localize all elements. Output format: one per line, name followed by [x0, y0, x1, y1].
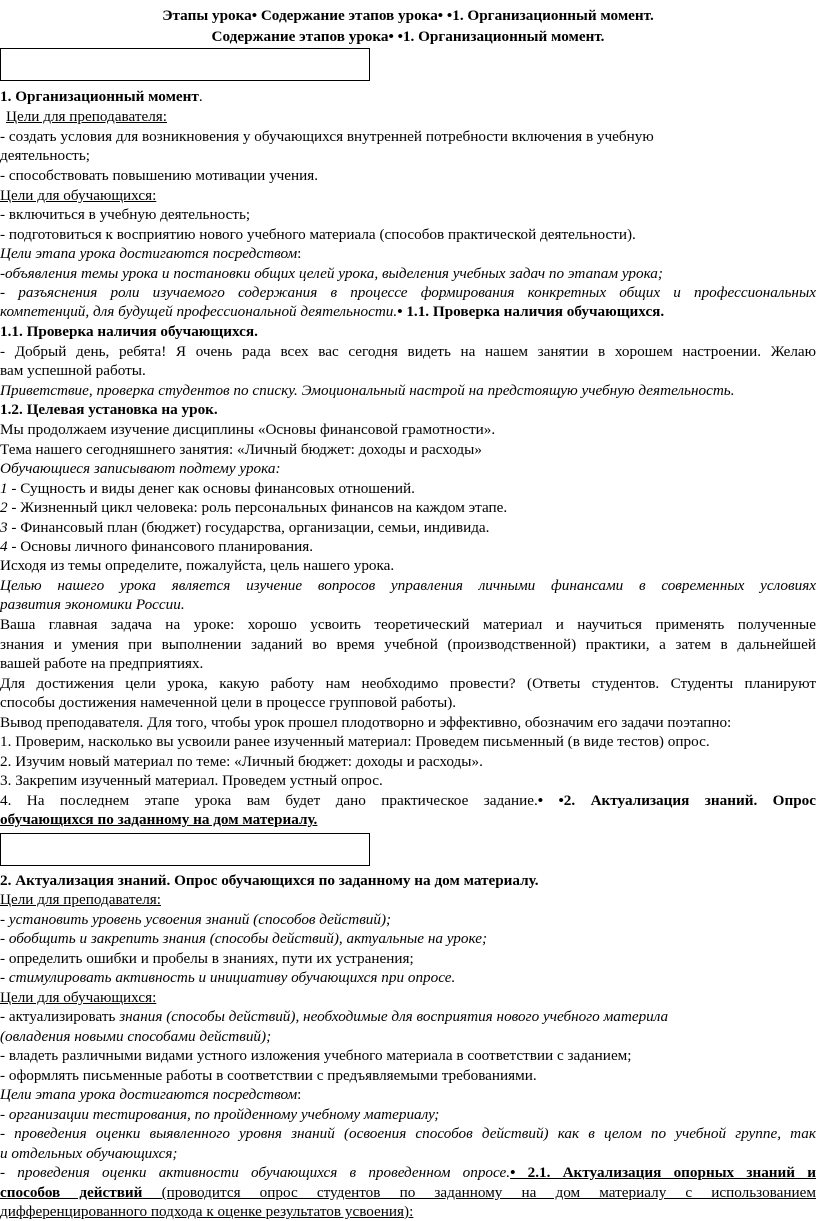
subtopic-item — [0, 498, 816, 517]
section1-means-2b-bold: • 1.1. Проверка наличия обучающихся. — [397, 303, 665, 320]
section1-teacher-goal-1a: - создать условия для возникновения у обучающихся внутренней потребности включения в учебную — [0, 128, 654, 145]
section1-2-step-4-bold: • •2. Актуализация знаний. Опрос — [537, 792, 816, 809]
section2-student-goal-1-italic: знания (способы действий), необходимые для восприятия нового учебного материла — [119, 1008, 669, 1025]
subtopic-item — [0, 518, 816, 537]
subtopic-text: Финансовый план (бюджет) государства, организации, семьи, индивида. — [16, 519, 490, 536]
section1-means-1: -объявления темы урока и постановки общих целей урока, выделения учебных задач по этапам урока; — [0, 265, 663, 282]
section2-means-heading: Цели этапа урока достигаются посредством — [0, 1086, 298, 1103]
section1-2-p3: Обучающиеся записывают подтему урока: — [0, 460, 281, 477]
section2-means-5: дифференцированного подхода к оценке результатов усвоения): — [0, 1203, 414, 1220]
section1-means-heading: Цели этапа урока достигаются посредством — [0, 245, 298, 262]
section1-1-note: Приветствие, проверка студентов по списку. Эмоциональный настрой на предстоящую учебную деятельность. — [0, 382, 735, 399]
section2-means-heading-line — [0, 1085, 816, 1104]
section1-2-task-a: Ваша главная задача на уроке: хорошо усвоить теоретический материал и научиться применять полученные — [0, 616, 816, 633]
section1-title-tail: . — [198, 88, 203, 105]
section1-2-task-c: вашей работе на предприятиях. — [0, 655, 204, 672]
subtopic-text: Основы личного финансового планирования. — [16, 538, 314, 555]
section1-2-q-b: способы достижения намеченной цели в процессе групповой работы). — [0, 694, 457, 711]
section2-teacher-goal-3: - определить ошибки и пробелы в знаниях, пути их устранения; — [0, 950, 414, 967]
section2-means-3-italic: - проведения оценки активности обучающихся в проведенном опросе. — [0, 1164, 511, 1181]
section1-means-colon: : — [297, 245, 302, 262]
subtopic-text: Жизненный цикл человека: роль персональных финансов на каждом этапе. — [16, 499, 508, 516]
section1-2-aim-a: Целью нашего урока является изучение вопросов управления личными финансами в современных условиях — [0, 577, 816, 594]
section2-teacher-goals-heading: Цели для преподавателя: — [0, 891, 161, 908]
section2-title: 2. Актуализация знаний. Опрос обучающихся по заданному на дом материалу. — [0, 872, 539, 889]
section1-student-goal-1: - включиться в учебную деятельность; — [0, 206, 251, 223]
subtopic-text: Сущность и виды денег как основы финансовых отношений. — [16, 480, 415, 497]
section1-2-task-b: знания и умения при выполнении заданий во время учебной (производственной) практики, а затем в дальнейшей — [0, 636, 816, 653]
section2-student-goal-1-line — [0, 1007, 816, 1026]
section2-teacher-goal-4: стимулировать активность и инициативу обучающихся при опросе. — [8, 969, 456, 986]
section2-teacher-goal: - установить уровень усвоения знаний (способов действий); — [0, 911, 392, 928]
subtopic-num: 3 - — [0, 519, 17, 536]
section1-2-step-4-bold-b: обучающихся по заданному на дом материалу. — [0, 811, 318, 828]
subtopic-num: 2 - — [0, 499, 17, 516]
section1-means-2a: - разъяснения роли изучаемого содержания в процессе формирования конкретных общих и профессиональных — [0, 284, 816, 301]
section1-teacher-goals-heading: Цели для преподавателя: — [6, 108, 167, 125]
section2-means-2a: - проведения оценки выявленного уровня знаний (освоения способов действий) как в целом по учебной группе, так — [0, 1125, 816, 1142]
section1-2-aim-b: развития экономики России. — [0, 596, 185, 613]
section1-2-step-4-line — [0, 791, 816, 810]
section1-title-line — [0, 87, 816, 106]
section2-student-goal-3: - оформлять письменные работы в соответствии с предъявляемыми требованиями. — [0, 1067, 537, 1084]
subtopic-num: 4 - — [0, 538, 17, 555]
section1-student-goal-2: - подготовиться к восприятию нового учебного материала (способов практической деятельности). — [0, 226, 636, 243]
section2-means-4-line — [0, 1183, 816, 1202]
section2-means-3-bold: • 2.1. Актуализация опорных знаний и — [510, 1164, 816, 1181]
section2-student-goal-1-normal: - актуализировать — [0, 1008, 120, 1025]
section2-teacher-goal: - обобщить и закрепить знания (способы действий), актуальные на уроке; — [0, 930, 487, 947]
section2-means-2b: и отдельных обучающихся; — [0, 1145, 178, 1162]
section2-teacher-goal-4-dash: - — [0, 969, 9, 986]
section2-means-1: - организации тестирования, по пройденному учебному материалу; — [0, 1106, 440, 1123]
section1-2-q-a: Для достижения цели урока, какую работу нам необходимо провести? (Ответы студентов. Студенты планируют — [0, 675, 816, 692]
empty-table-cell-1 — [0, 48, 370, 81]
section1-title: 1. Организационный момент — [0, 88, 199, 105]
section1-student-goals-heading: Цели для обучающихся: — [0, 187, 157, 204]
section1-means-2b-line — [0, 302, 816, 321]
section1-2-step: 2. Изучим новый материал по теме: «Личный бюджет: доходы и расходы». — [0, 753, 483, 770]
section1-means-2b-italic: компетенций, для будущей профессиональной деятельности. — [0, 303, 398, 320]
section1-2-p4: Исходя из темы определите, пожалуйста, цель нашего урока. — [0, 557, 395, 574]
section2-means-4-normal: (проводится опрос студентов по заданному на дом материалу с использованием — [142, 1184, 816, 1201]
section1-1-title: 1.1. Проверка наличия обучающихся. — [0, 323, 258, 340]
header-line-2: Содержание этапов урока• •1. Организационный момент. — [211, 28, 605, 45]
section1-teacher-goal-1b: деятельность; — [0, 147, 90, 164]
section2-student-goals-heading: Цели для обучающихся: — [0, 989, 157, 1006]
subtopic-item — [0, 537, 816, 556]
section1-2-title: 1.2. Целевая установка на урок. — [0, 401, 218, 418]
subtopic-item — [0, 479, 816, 498]
section1-2-p1: Мы продолжаем изучение дисциплины «Основы финансовой грамотности». — [0, 421, 496, 438]
section1-means-heading-line — [0, 244, 816, 263]
subtopic-num: 1 - — [0, 480, 17, 497]
section1-1-greeting-b: вам успешной работы. — [0, 362, 146, 379]
header-line-1: Этапы урока• Содержание этапов урока• •1. Организационный момент. — [162, 7, 654, 24]
section2-student-goal-2: - владеть различными видами устного изложения учебного материала в соответствии с заданием; — [0, 1047, 632, 1064]
section2-means-4-bold: способов действий — [0, 1184, 143, 1201]
section1-2-step: 1. Проверим, насколько вы усвоили ранее изученный материал: Проведем письменный (в виде тестов) опрос. — [0, 733, 710, 750]
section1-2-p2: Тема нашего сегодняшнего занятия: «Личный бюджет: доходы и расходы» — [0, 441, 482, 458]
section2-student-goal-1b: (овладения новыми способами действий); — [0, 1028, 272, 1045]
section1-2-conclusion: Вывод преподавателя. Для того, чтобы урок прошел плодотворно и эффективно, обозначим его задачи поэтапно: — [0, 714, 732, 731]
section2-means-3-line — [0, 1163, 816, 1182]
section1-1-greeting-a: - Добрый день, ребята! Я очень рада всех вас сегодня видеть на нашем занятии в хорошем настроении. Желаю — [0, 343, 816, 360]
section1-2-step-4: 4. На последнем этапе урока вам будет дано практическое задание. — [0, 792, 538, 809]
section1-teacher-goal-2: - способствовать повышению мотивации учения. — [0, 167, 319, 184]
section1-2-step: 3. Закрепим изученный материал. Проведем устный опрос. — [0, 772, 383, 789]
section2-teacher-goal-4-line — [0, 968, 816, 987]
empty-table-cell-2 — [0, 833, 370, 866]
section2-means-colon: : — [297, 1086, 302, 1103]
